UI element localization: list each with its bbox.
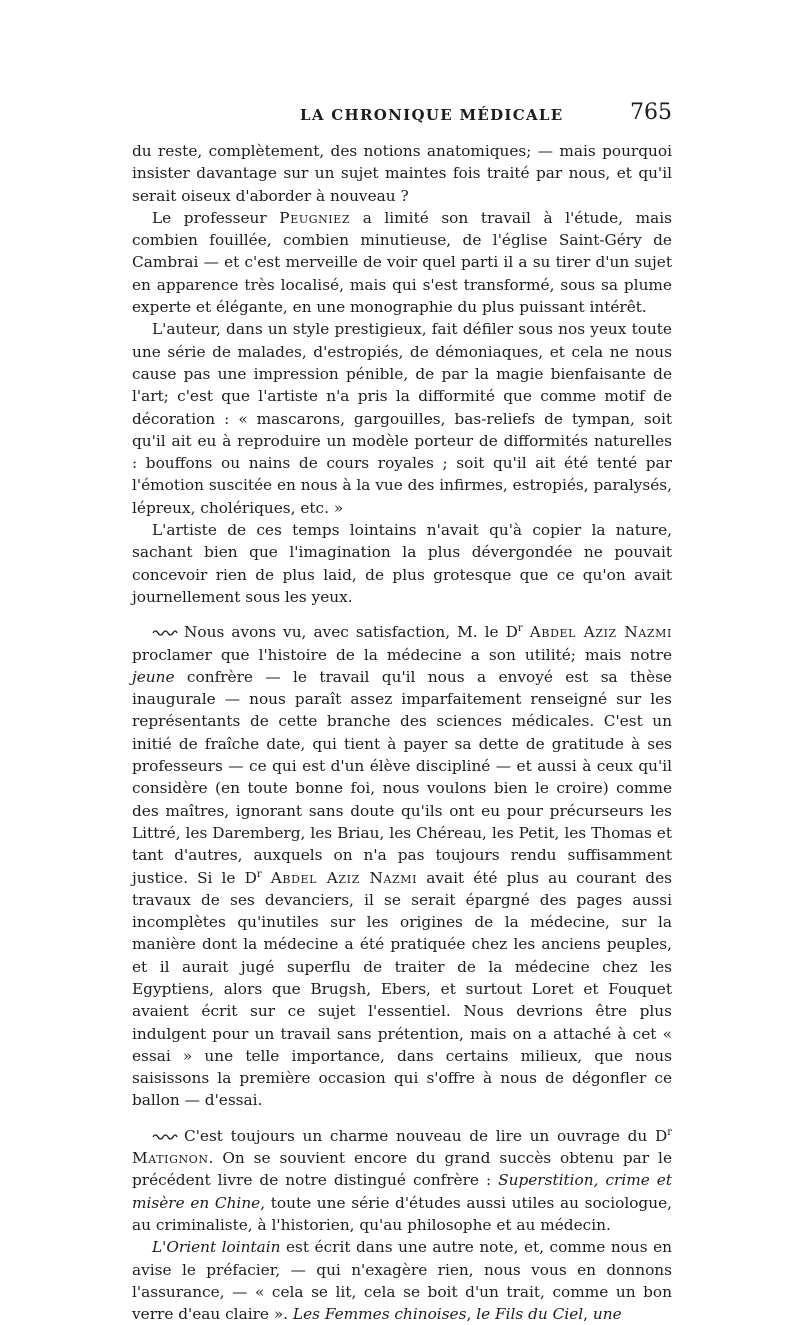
page-header xyxy=(128,100,672,132)
text-run: Le professeur xyxy=(152,208,280,227)
paragraph-3: L'auteur, dans un style prestigieux, fait défiler sous nos yeux toute une série de malades, d'estropiés, de démoniaques, et cela ne nous cause pas une impression pénible, de par la magie bienfaisante de l'art; c'est que l'artiste n'a pris la difformité que comme motif de décoration : « mascarons, gargouilles, bas-reliefs de tympan, soit qu'il ait eu à reproduire un modèle porteur de difformités naturelles : bouffons ou nains de cours royales ; soit qu'il ait été tenté par l'émotion suscitée en nous à la vue des infirmes, estropiés, paralysés, lépreux, cholériques, etc. » xyxy=(132,320,672,517)
paragraph-2 xyxy=(132,207,672,318)
wave-ornament-icon xyxy=(152,629,178,637)
text-run: Nous avons vu, avec satisfaction, M. le D xyxy=(184,623,518,642)
paragraph-4: L'artiste de ces temps lointains n'avait qu'à copier la nature, sachant bien que l'imagination la plus dévergondée ne pouvait concevoir rien de plus laid, de plus grotesque que ce qu'on avait journellement sous les yeux. xyxy=(132,521,672,606)
italic-word: une xyxy=(592,1305,622,1324)
text-run: confrère — le travail qu'il nous a envoyé est sa thèse inaugurale — nous paraît assez imparfaitement renseigné sur les représentants de cette branche des sciences médicales. C'est un initié de fraîche date, qui tient à payer sa dette de gratitude à ses professeurs — ce qui est d'un élève discipliné — et aussi à ceux qu'il considère (en toute bonne foi, nous voulons bien le croire) comme des maîtres, ignorant sans doute qu'ils ont eu pour précurseurs les Littré, les Daremberg, les Briau, les Chéreau, les Petit, les Thomas et tant d'autres, auxquels on n'a pas toujours rendu suffisamment justice. Si le D xyxy=(132,667,672,887)
chapter-title: le Fils du Ciel xyxy=(476,1305,584,1324)
text-run: , toute une série d'études aussi utiles au sociologue, au criminaliste, à l'historien, qu'au philosophe et au médecin. xyxy=(132,1193,672,1234)
italic-word: jeune xyxy=(132,667,175,686)
page-number: 765 xyxy=(630,100,672,125)
body-text xyxy=(132,140,672,1325)
book-title: Superstition, crime et misère en Chine xyxy=(132,1171,672,1212)
chapter-title: Les Femmes chinoises xyxy=(292,1305,467,1324)
superscript: r xyxy=(256,868,262,880)
paragraph-5 xyxy=(132,621,672,1112)
superscript: r xyxy=(517,623,523,635)
text-run: C'est toujours un charme nouveau de lire un ouvrage du D xyxy=(184,1126,668,1145)
running-head: LA CHRONIQUE MÉDICALE xyxy=(300,106,564,124)
book-title: L'Orient lointain xyxy=(152,1238,281,1257)
author-name: Peugniez xyxy=(279,208,351,227)
text-run: a limité son travail à l'étude, mais combien fouillée, combien minutieuse, de l'église Saint-Géry de Cambrai — et c'est merveille de voir quel parti il a su tirer d'un sujet en apparence très localisé, mais qui s'est transformé, sous sa plume experte et élégante, en une monographie du plus puissant intérêt. xyxy=(132,208,672,317)
paragraph-1: du reste, complètement, des notions anatomiques; — mais pourquoi insister davantage sur un sujet maintes fois traité par nous, et qu'il serait oiseux d'aborder à nouveau ? xyxy=(132,142,672,205)
author-name: Abdel Aziz Nazmi xyxy=(270,868,418,887)
text-run: avait été plus au courant des travaux de ses devanciers, il se serait épargné des pages aussi incomplètes qu'inutiles sur les origines de la médecine, sur la manière dont la médecine a été pratiquée chez les anciens peuples, et il aurait jugé superflu de traiter de la médecine chez les Egyptiens, alors que Brugsh, Ebers, et surtout Loret et Fouquet avaient écrit sur ce sujet l'essentiel. Nous devrions être plus indulgent pour un travail sans prétention, mais on a attaché à cet « essai » une telle importance, dans certains milieux, que nous saisissons la première occasion qui s'offre à nous de dégonfler ce ballon — d'essai. xyxy=(132,868,672,1110)
wave-ornament-icon xyxy=(152,1133,178,1141)
text-run: est écrit dans une autre note, et, comme nous en avise le préfacier, — qui n'exagère rien, nous vous en donnons l'assurance, — « cela se lit, cela se boit d'un trait, comme un bon verre d'eau claire ». xyxy=(132,1238,672,1324)
text-run: . On se souvient encore du grand succès obtenu par le précédent livre de notre distingué confrère : xyxy=(132,1149,672,1190)
text-run: , xyxy=(583,1305,593,1324)
paragraph-6 xyxy=(132,1125,672,1236)
text-run: proclamer que l'histoire de la médecine a son utilité; mais notre xyxy=(132,645,672,664)
superscript: r xyxy=(667,1126,672,1138)
text-run: , xyxy=(466,1305,477,1324)
paragraph-7 xyxy=(132,1236,672,1325)
author-name: Abdel Aziz Nazmi xyxy=(529,623,672,642)
author-name: Matignon xyxy=(132,1149,209,1168)
